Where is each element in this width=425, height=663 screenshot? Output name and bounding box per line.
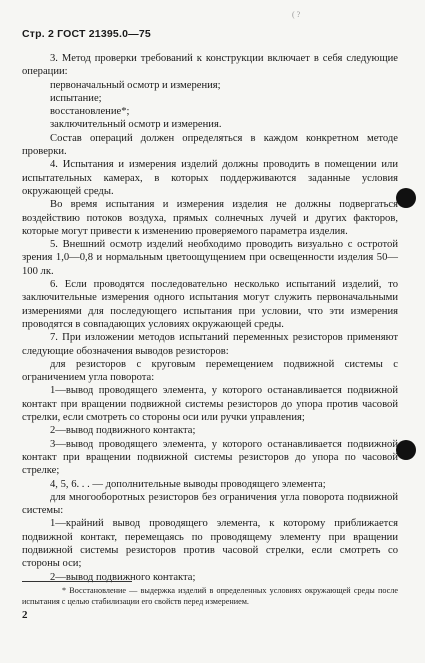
list-item: 2—вывод подвижного контакта; [50,571,196,583]
paragraph: 4. Испытания и измерения изделий должны проводить в помещении или испытательных камерах, в которых поддерживаются заданные условия окружающей среды. [22,159,398,197]
binder-hole-icon [396,440,416,460]
corner-mark: ( ? [292,10,301,19]
list-item: заключительный осмотр и измерения. [50,119,222,131]
paragraph: для резисторов с круговым перемещением подвижной системы с ограничением угла поворота: [22,358,398,384]
list-item: 1—крайний вывод проводящего элемента, к которому приближается подвижной контакт, перемещаясь по проводящему элементу при вращении подвижной системы резисторов против часовой стрелки, если смотреть со стороны оси; [22,518,398,570]
document-body [22,52,398,584]
paragraph: Состав операций должен определяться в каждом конкретном методе проверки. [22,132,398,158]
list-item: 4, 5, 6. . . — дополнительные выводы проводящего элемента; [50,478,326,490]
footnote-text: * Восстановление — выдержка изделий в определенных условиях окружающей среды после испытания с целью стабилизации его свойств перед измерением. [22,586,398,606]
list-item: восстановление*; [50,106,130,118]
list-item: 1—вывод проводящего элемента, у которого останавливается подвижной контакт при вращении подвижной системы резисторов до упора против часовой стрелки, если смотреть со стороны оси или ручки управления; [22,385,398,424]
list-item: испытание; [50,92,102,104]
binder-hole-icon [396,188,416,208]
list-item: 3—вывод проводящего элемента, у которого останавливается подвижной контакт при вращении подвижной системы резисторов до упора по часовой стрелке; [22,438,398,477]
list-item: 2—вывод подвижного контакта; [50,425,196,437]
paragraph: Во время испытания и измерения изделия не должны подвергаться воздействию потоков воздуха, прямых солнечных лучей и других факторов, которые могут привести к изменению проверяемого параметра изделия. [22,199,398,237]
page-number: 2 [22,609,28,621]
paragraph: 6. Если проводятся последовательно несколько испытаний изделий, то заключительные измерения одного испытания могут служить первоначальными измерениями для последующего испытания при условии, что эти измерения проводятся в совпадающих условиях окружающей среды. [22,279,398,330]
list-item: первоначальный осмотр и измерения; [50,79,221,91]
paragraph: 5. Внешний осмотр изделий необходимо проводить визуально с остротой зрения 1,0—0,8 и нормальным цветоощущением при освещенности изделия 50—100 лк. [22,239,398,277]
page-header: Стр. 2 ГОСТ 21395.0—75 [22,28,151,40]
footnote [22,585,398,607]
paragraph: для многооборотных резисторов без ограничения угла поворота подвижной системы: [22,491,398,517]
paragraph: 7. При изложении методов испытаний переменных резисторов применяют следующие обозначения выводов резисторов: [22,332,398,357]
paragraph: 3. Метод проверки требований к конструкции включает в себя следующие операции: [22,53,398,78]
footnote-divider [22,581,132,582]
